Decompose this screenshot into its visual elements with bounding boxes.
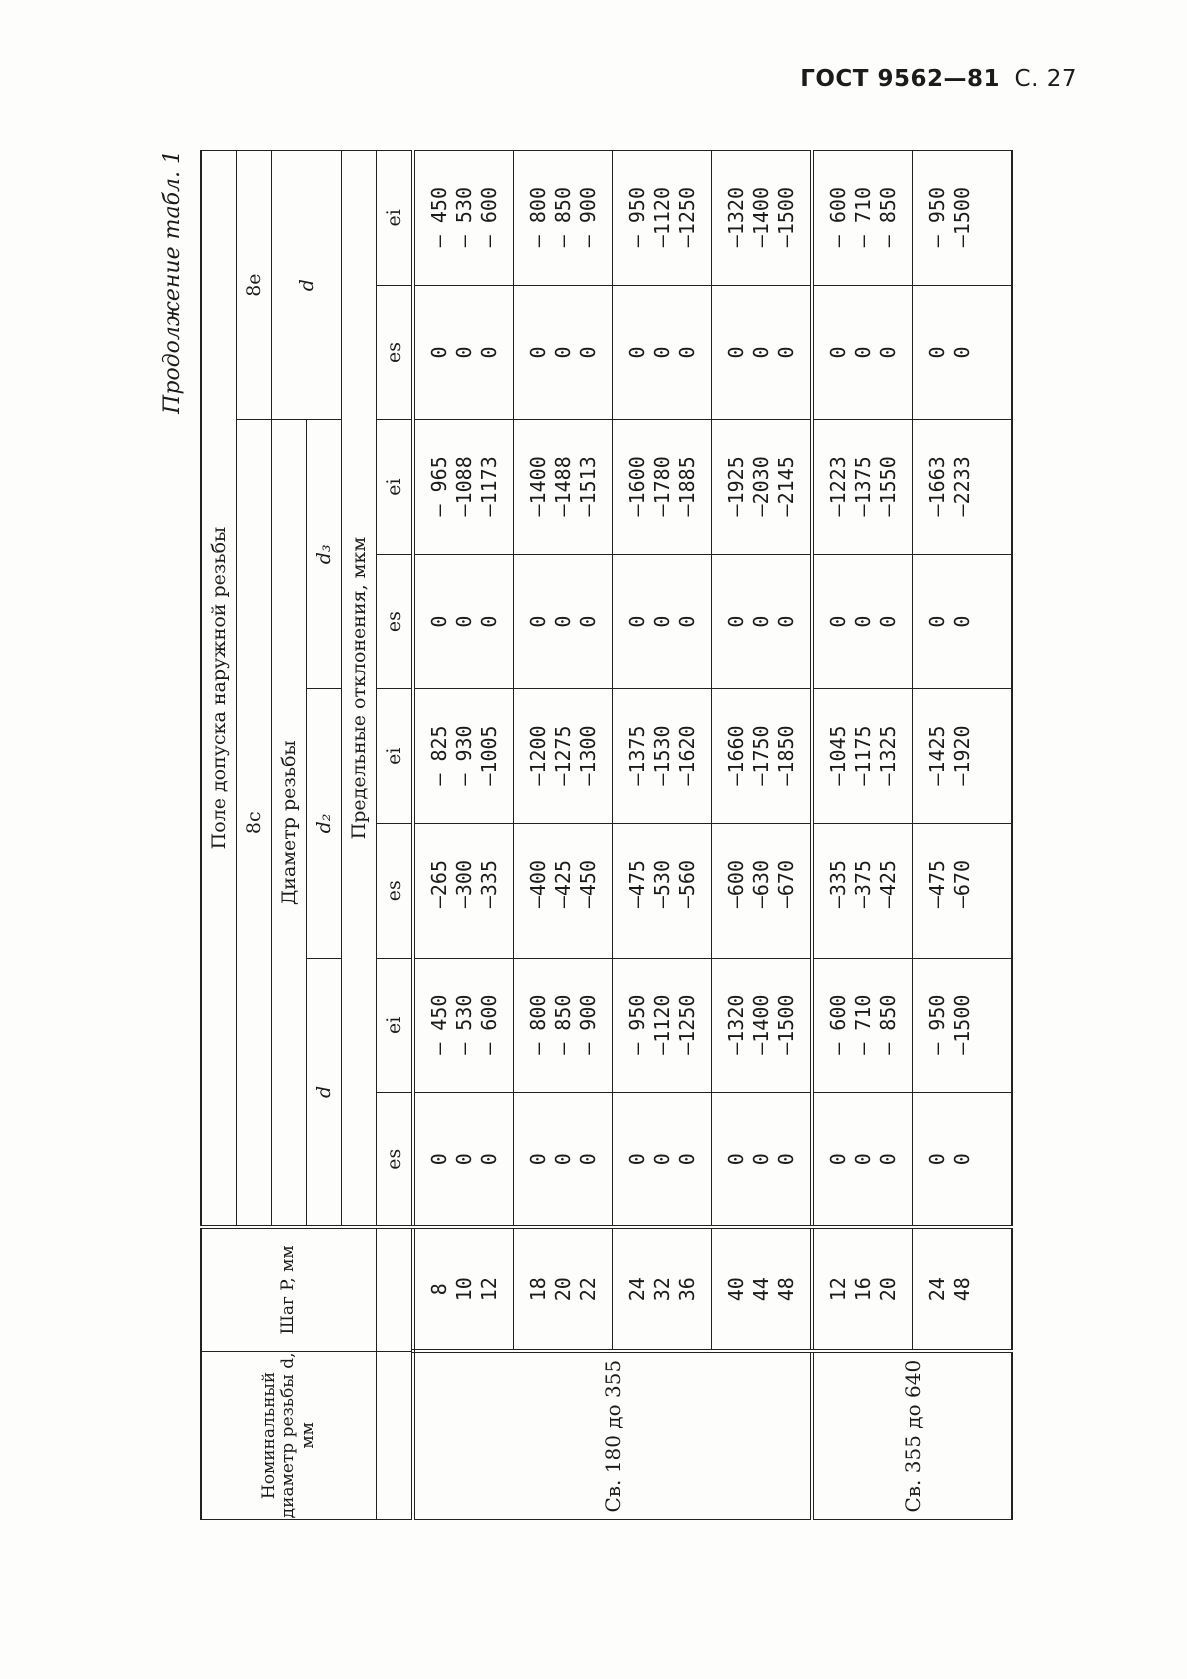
cell-value: — 600	[826, 994, 850, 1055]
d3-es-cell	[514, 554, 613, 689]
cell-value: 0	[950, 346, 974, 359]
cell-value: 0	[876, 346, 900, 359]
cell-value: —1600	[625, 456, 649, 517]
cell-value: —1375	[851, 456, 875, 517]
d2-es-cell	[413, 823, 514, 958]
e-ei-cell	[613, 151, 712, 286]
cell-value: 0	[675, 615, 699, 628]
e-ei-cell	[812, 151, 913, 286]
cell-value: — 850	[551, 187, 575, 248]
es-header: es	[377, 823, 414, 958]
cell-value: 0	[925, 346, 949, 359]
cell-value: —1088	[452, 456, 476, 517]
cell-value: —600	[724, 859, 748, 909]
cell-value: — 600	[477, 187, 501, 248]
cell-value: —2030	[749, 456, 773, 517]
rotated-table-container	[160, 150, 1080, 1520]
d-header: d	[307, 958, 342, 1227]
cell-value: —1850	[774, 725, 798, 786]
table-row	[413, 151, 514, 1520]
cell-value: 0	[675, 346, 699, 359]
d3-ei-cell	[913, 420, 1013, 555]
cell-value: 48	[774, 1277, 798, 1302]
pitch-cell	[514, 1227, 613, 1351]
cell-value: —1400	[749, 994, 773, 1055]
pitch-cell	[913, 1227, 1013, 1351]
e-ei-cell	[913, 151, 1013, 286]
d-es-cell	[913, 1093, 1013, 1228]
d2-ei-cell	[613, 689, 712, 824]
cell-value: 22	[576, 1277, 600, 1302]
cell-value: 0	[749, 346, 773, 359]
page-header	[800, 66, 1077, 92]
cell-value: — 850	[876, 187, 900, 248]
e-es-cell	[514, 285, 613, 420]
d-es-cell	[413, 1093, 514, 1228]
d3-es-cell	[913, 554, 1013, 689]
cell-value: 0	[526, 615, 550, 628]
cell-value: —265	[427, 859, 451, 909]
field-8e-header: 8e	[237, 151, 272, 420]
pitch-cell	[812, 1227, 913, 1351]
cell-value: 0	[477, 346, 501, 359]
d-es-cell	[613, 1093, 712, 1228]
cell-value: 10	[452, 1277, 476, 1302]
cell-value: 0	[826, 1153, 850, 1166]
cell-value: — 900	[576, 187, 600, 248]
cell-value: — 600	[826, 187, 850, 248]
e-es-cell	[812, 285, 913, 420]
cell-value: — 530	[452, 994, 476, 1055]
cell-value: 24	[625, 1277, 649, 1302]
cell-value: —300	[452, 859, 476, 909]
cell-value: —425	[876, 859, 900, 909]
cell-value: —1275	[551, 725, 575, 786]
cell-value: —1375	[625, 725, 649, 786]
cell-value: 0	[650, 346, 674, 359]
table-row	[514, 151, 613, 1520]
nominal-diameter-cell: Св. 355 до 640	[812, 1351, 1012, 1519]
cell-value: 0	[551, 346, 575, 359]
cell-value: —335	[477, 859, 501, 909]
standard-code: ГОСТ 9562—81	[800, 66, 1001, 92]
cell-value: 0	[876, 615, 900, 628]
d3-es-cell	[812, 554, 913, 689]
cell-value: — 930	[452, 725, 476, 786]
nominal-diameter-cell: Св. 180 до 355	[413, 1351, 812, 1519]
cell-value: 20	[876, 1277, 900, 1302]
cell-value: 0	[427, 615, 451, 628]
cell-value: — 950	[925, 187, 949, 248]
cell-value: — 530	[452, 187, 476, 248]
cell-value: 0	[452, 615, 476, 628]
d3-ei-cell	[812, 420, 913, 555]
d-ei-cell	[712, 958, 813, 1093]
e-ei-cell	[413, 151, 514, 286]
d3-es-cell	[712, 554, 813, 689]
d-ei-cell	[913, 958, 1013, 1093]
cell-value: 44	[749, 1277, 773, 1302]
cell-value: —1120	[650, 187, 674, 248]
cell-value: 0	[851, 1153, 875, 1166]
d2-es-cell	[712, 823, 813, 958]
cell-value: 0	[851, 615, 875, 628]
ei-header: ei	[377, 151, 414, 286]
cell-value: 0	[774, 1153, 798, 1166]
cell-value: 0	[925, 615, 949, 628]
cell-value: 0	[452, 1153, 476, 1166]
continuation-label: Продолжение табл. 1	[160, 150, 185, 414]
cell-value: 0	[724, 1153, 748, 1166]
cell-value: —1200	[526, 725, 550, 786]
cell-value: 0	[526, 346, 550, 359]
d2-es-cell	[514, 823, 613, 958]
cell-value: — 850	[551, 994, 575, 1055]
tolerance-table	[200, 150, 1013, 1520]
es-header: es	[377, 1093, 414, 1228]
cell-value: — 850	[876, 994, 900, 1055]
cell-value: —1920	[950, 725, 974, 786]
e-ei-cell	[712, 151, 813, 286]
cell-value: 36	[675, 1277, 699, 1302]
thread-diameter-header: Диаметр резьбы	[272, 420, 307, 1227]
page-number: С. 27	[1014, 66, 1077, 92]
cell-value: —1750	[749, 725, 773, 786]
field-8c-header: 8c	[237, 420, 272, 1227]
cell-value: —1500	[774, 187, 798, 248]
cell-value: 0	[724, 346, 748, 359]
cell-value: — 710	[851, 994, 875, 1055]
d3-ei-cell	[712, 420, 813, 555]
d2-es-cell	[913, 823, 1013, 958]
cell-value: —1620	[675, 725, 699, 786]
d2-es-cell	[812, 823, 913, 958]
cell-value: — 450	[427, 187, 451, 248]
d-ei-cell	[812, 958, 913, 1093]
cell-value: — 965	[427, 456, 451, 517]
ei-header: ei	[377, 420, 414, 555]
cell-value: — 950	[925, 994, 949, 1055]
cell-value: —450	[576, 859, 600, 909]
cell-value: 0	[625, 1153, 649, 1166]
d3-es-cell	[613, 554, 712, 689]
e-es-cell	[613, 285, 712, 420]
cell-value: —1780	[650, 456, 674, 517]
cell-value: —425	[551, 859, 575, 909]
cell-value: 32	[650, 1277, 674, 1302]
cell-value: 0	[650, 1153, 674, 1166]
cell-value: 0	[576, 615, 600, 628]
cell-value: 0	[650, 615, 674, 628]
cell-value: — 825	[427, 725, 451, 786]
cell-value: 0	[876, 1153, 900, 1166]
cell-value: 0	[477, 1153, 501, 1166]
cell-value: —2233	[950, 456, 974, 517]
d2-ei-cell	[812, 689, 913, 824]
cell-value: 40	[724, 1277, 748, 1302]
d-8e-header: d	[272, 151, 342, 420]
cell-value: 0	[950, 615, 974, 628]
cell-value: —1500	[774, 994, 798, 1055]
blank-header	[377, 1227, 414, 1351]
table-row	[913, 151, 1013, 1520]
cell-value: —475	[625, 859, 649, 909]
cell-value: —1320	[724, 187, 748, 248]
cell-value: —1500	[950, 994, 974, 1055]
table-row	[812, 151, 913, 1520]
pitch-cell	[413, 1227, 514, 1351]
cell-value: 0	[826, 346, 850, 359]
pitch-cell	[712, 1227, 813, 1351]
cell-value: 0	[576, 346, 600, 359]
cell-value: — 710	[851, 187, 875, 248]
cell-value: 0	[925, 1153, 949, 1166]
cell-value: 12	[826, 1277, 850, 1302]
cell-value: 0	[625, 615, 649, 628]
cell-value: —530	[650, 859, 674, 909]
cell-value: — 600	[477, 994, 501, 1055]
cell-value: 0	[826, 615, 850, 628]
cell-value: —1120	[650, 994, 674, 1055]
cell-value: 0	[427, 1153, 451, 1166]
cell-value: 0	[749, 1153, 773, 1166]
cell-value: 0	[427, 346, 451, 359]
d-es-cell	[514, 1093, 613, 1228]
cell-value: — 900	[576, 994, 600, 1055]
d2-ei-cell	[514, 689, 613, 824]
e-es-cell	[413, 285, 514, 420]
cell-value: —1250	[675, 994, 699, 1055]
d2-ei-cell	[712, 689, 813, 824]
cell-value: 0	[675, 1153, 699, 1166]
cell-value: —475	[925, 859, 949, 909]
d2-es-cell	[613, 823, 712, 958]
es-header: es	[377, 554, 414, 689]
cell-value: —1175	[851, 725, 875, 786]
cell-value: —1660	[724, 725, 748, 786]
table-body	[413, 151, 1012, 1520]
cell-value: —1300	[576, 725, 600, 786]
cell-value: —1400	[749, 187, 773, 248]
cell-value: 48	[950, 1277, 974, 1302]
cell-value: —1513	[576, 456, 600, 517]
cell-value: —1885	[675, 456, 699, 517]
cell-value: 0	[774, 346, 798, 359]
d2-ei-cell	[413, 689, 514, 824]
nominal-diameter-header: Номинальный диаметр резьбы d, мм	[201, 1351, 377, 1519]
d-ei-cell	[413, 958, 514, 1093]
d3-ei-cell	[413, 420, 514, 555]
cell-value: —1663	[925, 456, 949, 517]
d3-ei-cell	[514, 420, 613, 555]
blank-header	[377, 1351, 414, 1519]
es-header: es	[377, 285, 414, 420]
cell-value: —335	[826, 859, 850, 909]
cell-value: —630	[749, 859, 773, 909]
e-ei-cell	[514, 151, 613, 286]
deviations-header: Предельные отклонения, мкм	[342, 151, 377, 1228]
d-ei-cell	[514, 958, 613, 1093]
cell-value: —400	[526, 859, 550, 909]
cell-value: —1530	[650, 725, 674, 786]
cell-value: 8	[427, 1283, 451, 1296]
table-row	[613, 151, 712, 1520]
cell-value: 24	[925, 1277, 949, 1302]
cell-value: —670	[950, 859, 974, 909]
ei-header: ei	[377, 958, 414, 1093]
cell-value: — 950	[625, 994, 649, 1055]
d-es-cell	[812, 1093, 913, 1228]
cell-value: —2145	[774, 456, 798, 517]
cell-value: 0	[950, 1153, 974, 1166]
cell-value: 0	[749, 615, 773, 628]
cell-value: —1320	[724, 994, 748, 1055]
d3-ei-cell	[613, 420, 712, 555]
d2-header: d₂	[307, 689, 342, 958]
d-ei-cell	[613, 958, 712, 1093]
cell-value: —1223	[826, 456, 850, 517]
ei-header: ei	[377, 689, 414, 824]
d-es-cell	[712, 1093, 813, 1228]
cell-value: —1425	[925, 725, 949, 786]
cell-value: —560	[675, 859, 699, 909]
cell-value: 20	[551, 1277, 575, 1302]
cell-value: 18	[526, 1277, 550, 1302]
e-es-cell	[712, 285, 813, 420]
pitch-header: Шаг P, мм	[201, 1227, 377, 1351]
cell-value: 0	[551, 615, 575, 628]
cell-value: — 450	[427, 994, 451, 1055]
d3-header: d₃	[307, 420, 342, 689]
cell-value: — 950	[625, 187, 649, 248]
cell-value: 0	[625, 346, 649, 359]
e-es-cell	[913, 285, 1013, 420]
cell-value: 0	[551, 1153, 575, 1166]
cell-value: —1400	[526, 456, 550, 517]
cell-value: —1550	[876, 456, 900, 517]
cell-value: —1045	[826, 725, 850, 786]
cell-value: 0	[452, 346, 476, 359]
cell-value: 0	[724, 615, 748, 628]
cell-value: 0	[851, 346, 875, 359]
d2-ei-cell	[913, 689, 1013, 824]
cell-value: 0	[774, 615, 798, 628]
cell-value: — 800	[526, 994, 550, 1055]
table-row	[712, 151, 813, 1520]
cell-value: 0	[477, 615, 501, 628]
cell-value: —1325	[876, 725, 900, 786]
cell-value: — 800	[526, 187, 550, 248]
cell-value: 16	[851, 1277, 875, 1302]
cell-value: —1173	[477, 456, 501, 517]
cell-value: —375	[851, 859, 875, 909]
cell-value: —1488	[551, 456, 575, 517]
cell-value: —670	[774, 859, 798, 909]
cell-value: —1005	[477, 725, 501, 786]
pitch-cell	[613, 1227, 712, 1351]
cell-value: 0	[576, 1153, 600, 1166]
d3-es-cell	[413, 554, 514, 689]
cell-value: —1925	[724, 456, 748, 517]
tolerance-field-header: Поле допуска наружной резьбы	[201, 151, 237, 1228]
cell-value: 0	[526, 1153, 550, 1166]
cell-value: —1250	[675, 187, 699, 248]
cell-value: 12	[477, 1277, 501, 1302]
cell-value: —1500	[950, 187, 974, 248]
